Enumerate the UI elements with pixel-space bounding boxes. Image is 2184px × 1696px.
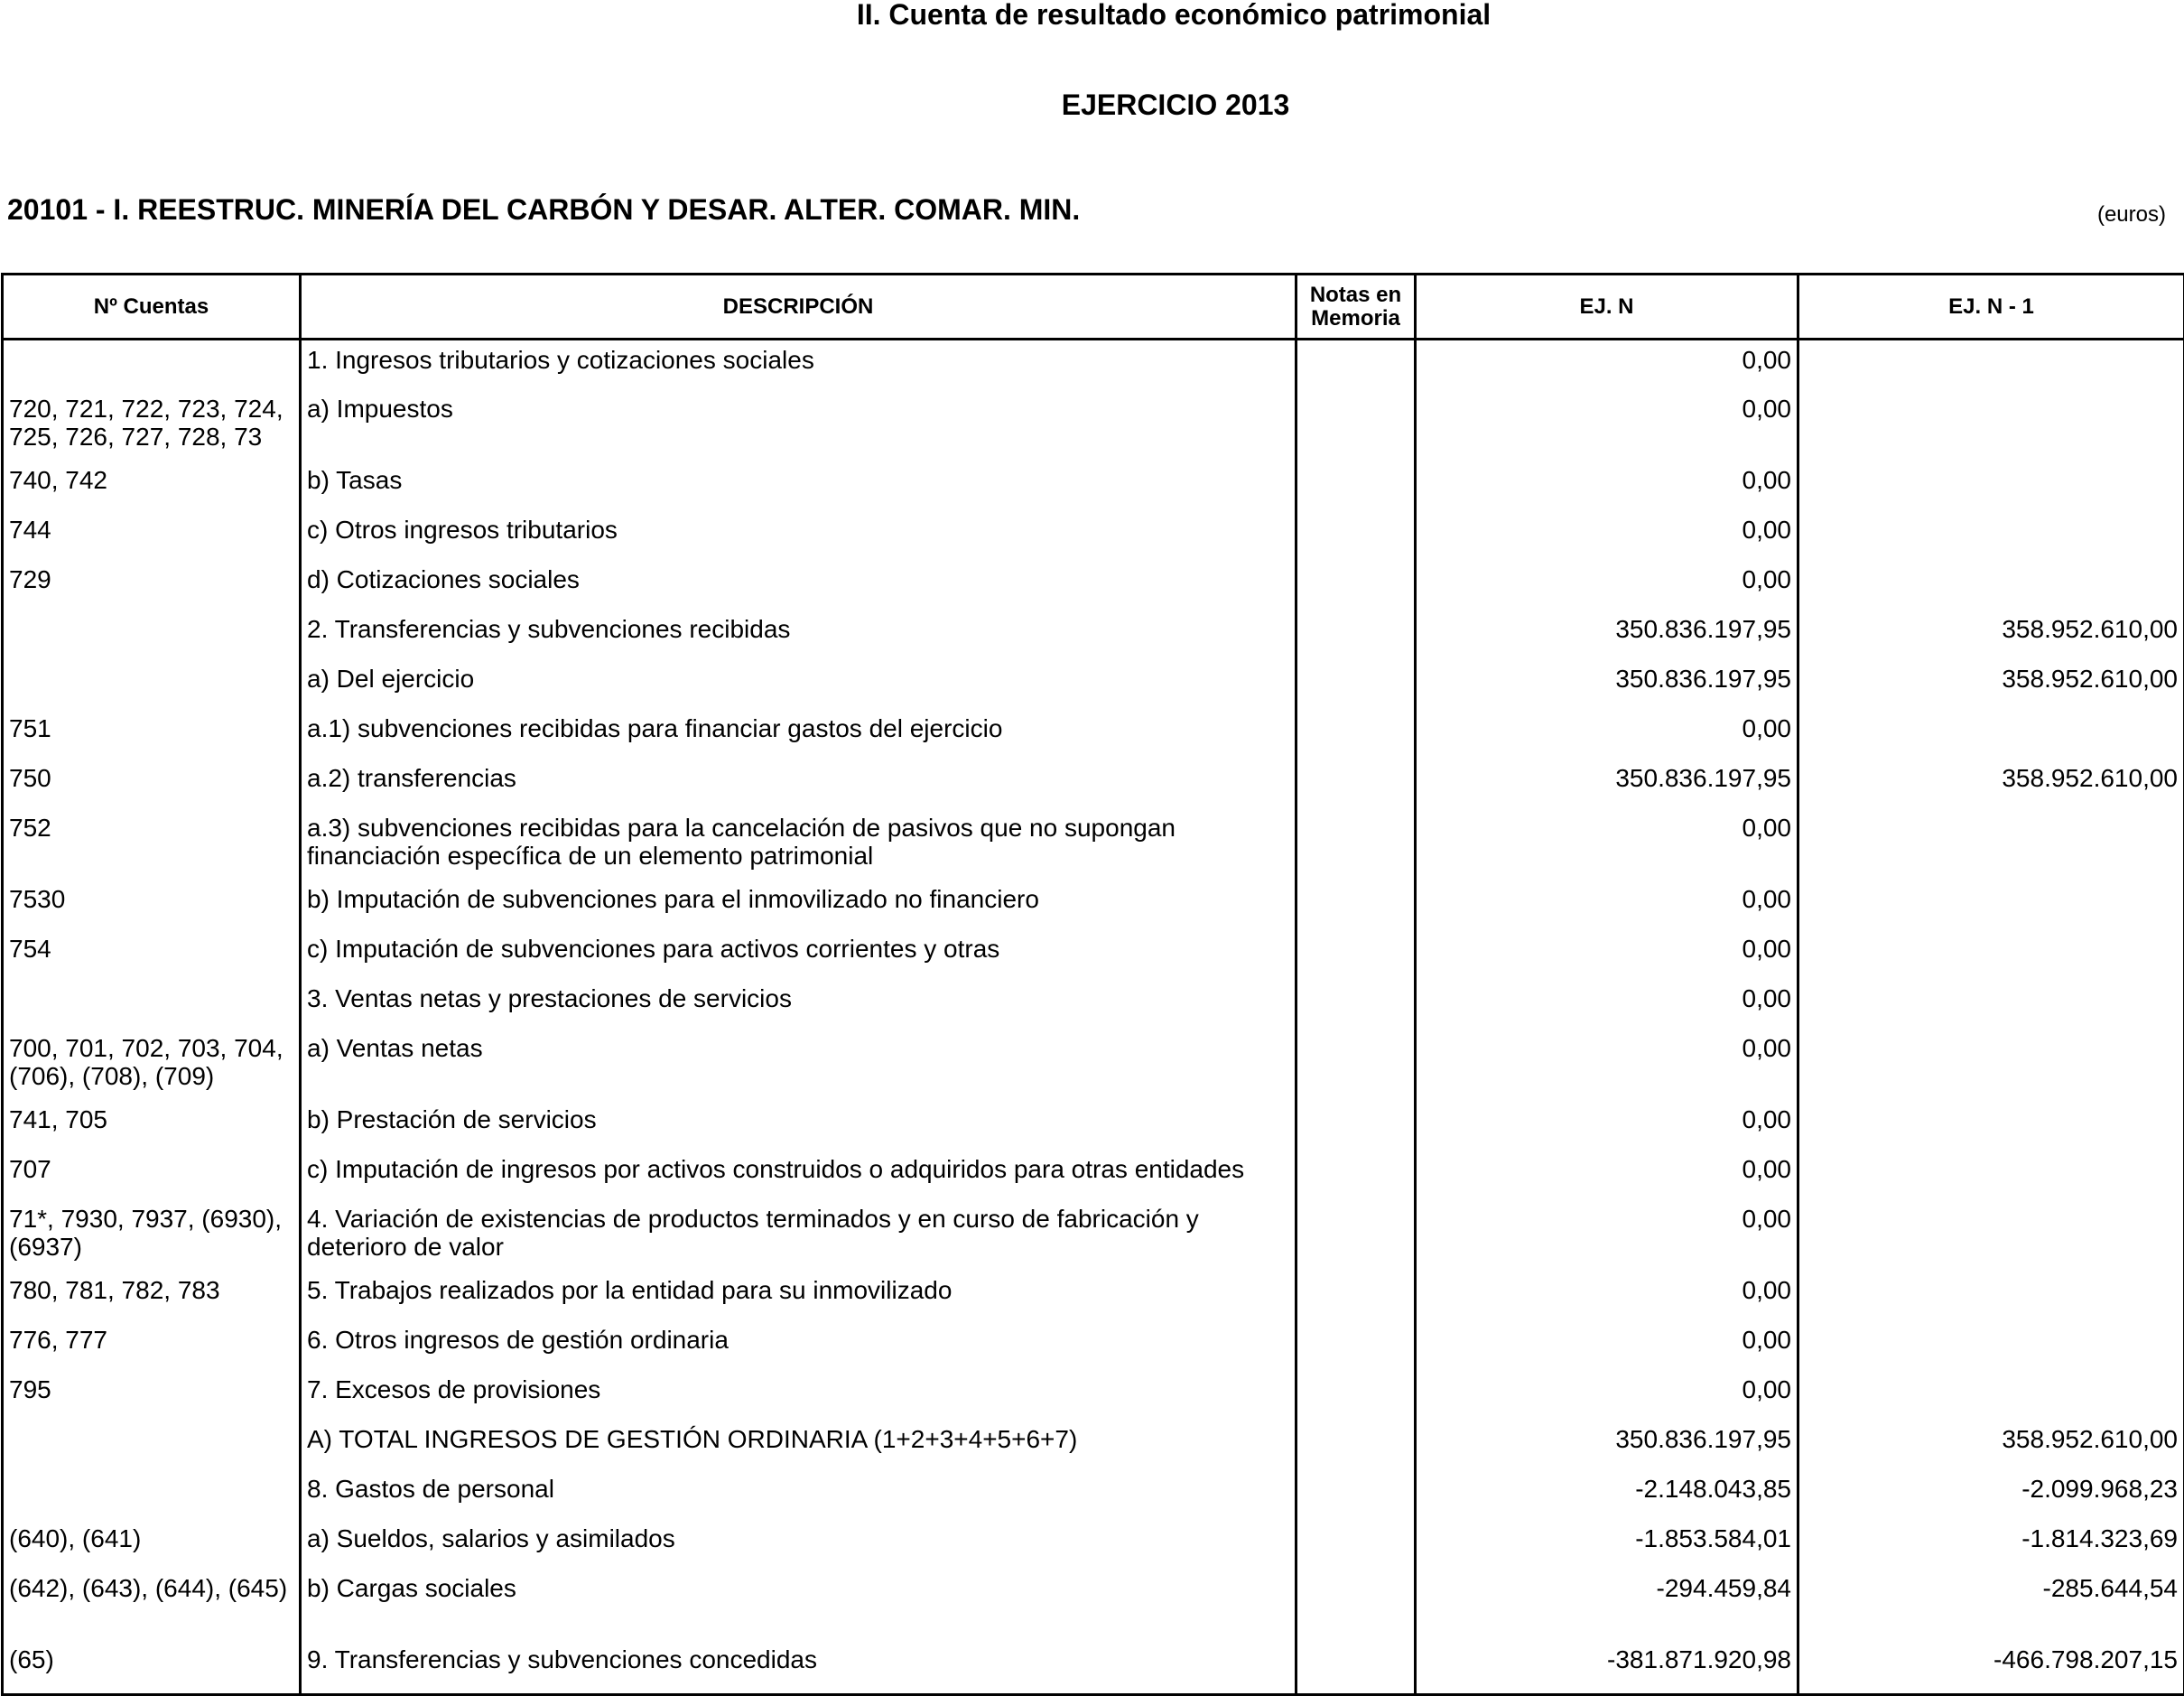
description-cell: b) Imputación de subvenciones para el inmovilizado no financiero bbox=[301, 885, 1296, 935]
table-row bbox=[3, 714, 2184, 764]
notes-cell bbox=[1296, 984, 1416, 1034]
account-cell: (640), (641) bbox=[3, 1524, 301, 1574]
column-header-accounts: Nº Cuentas bbox=[3, 275, 301, 340]
year-n-cell: 0,00 bbox=[1416, 1276, 1798, 1326]
description-cell: 3. Ventas netas y prestaciones de servicios bbox=[301, 984, 1296, 1034]
year-n-1-cell: -2.099.968,23 bbox=[1798, 1475, 2184, 1524]
description-cell: a) Sueldos, salarios y asimilados bbox=[301, 1524, 1296, 1574]
account-cell: 780, 781, 782, 783 bbox=[3, 1276, 301, 1326]
account-cell bbox=[3, 665, 301, 714]
description-cell: 4. Variación de existencias de productos terminados y en curso de fabricación y deterioro de valor bbox=[301, 1205, 1296, 1276]
notes-cell bbox=[1296, 1276, 1416, 1326]
description-cell: c) Imputación de ingresos por activos construidos o adquiridos para otras entidades bbox=[301, 1155, 1296, 1205]
notes-cell bbox=[1296, 814, 1416, 885]
table-row bbox=[3, 814, 2184, 885]
account-cell bbox=[3, 984, 301, 1034]
description-cell: a) Ventas netas bbox=[301, 1034, 1296, 1105]
year-n-cell: 0,00 bbox=[1416, 516, 1798, 565]
description-cell: a) Del ejercicio bbox=[301, 665, 1296, 714]
year-n-cell: 0,00 bbox=[1416, 340, 1798, 395]
description-cell: a.1) subvenciones recibidas para financiar gastos del ejercicio bbox=[301, 714, 1296, 764]
account-cell: (642), (643), (644), (645) bbox=[3, 1574, 301, 1645]
account-cell: 700, 701, 702, 703, 704, (706), (708), (709) bbox=[3, 1034, 301, 1105]
table-row bbox=[3, 1205, 2184, 1276]
notes-cell bbox=[1296, 466, 1416, 516]
table-row bbox=[3, 1425, 2184, 1475]
notes-cell bbox=[1296, 714, 1416, 764]
page-title: II. Cuenta de resultado económico patrimonial bbox=[0, 0, 2184, 29]
year-n-1-cell bbox=[1798, 565, 2184, 615]
notes-cell bbox=[1296, 1326, 1416, 1375]
year-n-1-cell: -1.814.323,69 bbox=[1798, 1524, 2184, 1574]
year-n-cell: 0,00 bbox=[1416, 714, 1798, 764]
notes-cell bbox=[1296, 516, 1416, 565]
table-row bbox=[3, 1645, 2184, 1695]
column-header-notes bbox=[1296, 275, 1416, 340]
account-cell bbox=[3, 1475, 301, 1524]
year-n-1-cell: -466.798.207,15 bbox=[1798, 1645, 2184, 1695]
year-n-cell: 350.836.197,95 bbox=[1416, 665, 1798, 714]
column-header-year-n: EJ. N bbox=[1416, 275, 1798, 340]
column-header-description: DESCRIPCIÓN bbox=[301, 275, 1296, 340]
table-row bbox=[3, 1034, 2184, 1105]
table-row bbox=[3, 885, 2184, 935]
table-row bbox=[3, 466, 2184, 516]
description-cell: 1. Ingresos tributarios y cotizaciones sociales bbox=[301, 340, 1296, 395]
year-n-cell: -381.871.920,98 bbox=[1416, 1645, 1798, 1695]
table-row bbox=[3, 764, 2184, 814]
year-n-cell: 0,00 bbox=[1416, 1326, 1798, 1375]
year-n-cell: -294.459,84 bbox=[1416, 1574, 1798, 1645]
year-n-cell: 0,00 bbox=[1416, 1205, 1798, 1276]
account-cell: 744 bbox=[3, 516, 301, 565]
table-row bbox=[3, 1155, 2184, 1205]
table-row bbox=[3, 984, 2184, 1034]
table-body bbox=[3, 340, 2184, 1695]
year-n-cell: 0,00 bbox=[1416, 1155, 1798, 1205]
year-n-cell: 0,00 bbox=[1416, 565, 1798, 615]
entity-title: 20101 - I. REESTRUC. MINERÍA DEL CARBÓN Y DESAR. ALTER. COMAR. MIN. bbox=[7, 193, 1080, 226]
notes-cell bbox=[1296, 565, 1416, 615]
year-n-1-cell: -285.644,54 bbox=[1798, 1574, 2184, 1645]
notes-cell bbox=[1296, 665, 1416, 714]
table-row bbox=[3, 565, 2184, 615]
description-cell: 5. Trabajos realizados por la entidad para su inmovilizado bbox=[301, 1276, 1296, 1326]
notes-cell bbox=[1296, 1645, 1416, 1695]
table-header-row bbox=[3, 275, 2184, 340]
year-n-cell: 0,00 bbox=[1416, 395, 1798, 466]
account-cell: 720, 721, 722, 723, 724, 725, 726, 727, 728, 73 bbox=[3, 395, 301, 466]
table-row bbox=[3, 1276, 2184, 1326]
notes-cell bbox=[1296, 764, 1416, 814]
table-row bbox=[3, 1574, 2184, 1645]
year-n-cell: 0,00 bbox=[1416, 935, 1798, 984]
year-n-cell: 0,00 bbox=[1416, 814, 1798, 885]
year-n-cell: 350.836.197,95 bbox=[1416, 764, 1798, 814]
notes-cell bbox=[1296, 1574, 1416, 1645]
column-header-notes-label: Notas en Memoria bbox=[1306, 284, 1406, 331]
year-n-cell: 350.836.197,95 bbox=[1416, 615, 1798, 665]
account-cell: 751 bbox=[3, 714, 301, 764]
year-n-cell: 0,00 bbox=[1416, 984, 1798, 1034]
account-cell bbox=[3, 340, 301, 395]
year-n-1-cell bbox=[1798, 1276, 2184, 1326]
year-n-1-cell bbox=[1798, 1034, 2184, 1105]
table-row bbox=[3, 1105, 2184, 1155]
table-row bbox=[3, 935, 2184, 984]
notes-cell bbox=[1296, 1475, 1416, 1524]
year-n-1-cell: 358.952.610,00 bbox=[1798, 764, 2184, 814]
account-cell: 752 bbox=[3, 814, 301, 885]
year-n-1-cell bbox=[1798, 1105, 2184, 1155]
year-n-cell: -1.853.584,01 bbox=[1416, 1524, 1798, 1574]
account-cell: 750 bbox=[3, 764, 301, 814]
notes-cell bbox=[1296, 340, 1416, 395]
description-cell: a.3) subvenciones recibidas para la cancelación de pasivos que no supongan financiación específica de un elemento patrimonial bbox=[301, 814, 1296, 885]
notes-cell bbox=[1296, 1524, 1416, 1574]
table-row bbox=[3, 1524, 2184, 1574]
account-cell: 754 bbox=[3, 935, 301, 984]
year-n-1-cell bbox=[1798, 714, 2184, 764]
year-n-1-cell bbox=[1798, 1326, 2184, 1375]
description-cell: b) Cargas sociales bbox=[301, 1574, 1296, 1645]
description-cell: c) Imputación de subvenciones para activos corrientes y otras bbox=[301, 935, 1296, 984]
table-row bbox=[3, 1375, 2184, 1425]
year-n-1-cell bbox=[1798, 395, 2184, 466]
description-cell: 9. Transferencias y subvenciones concedidas bbox=[301, 1645, 1296, 1695]
year-n-1-cell bbox=[1798, 814, 2184, 885]
notes-cell bbox=[1296, 1205, 1416, 1276]
table-row bbox=[3, 516, 2184, 565]
year-n-cell: 0,00 bbox=[1416, 1034, 1798, 1105]
account-cell: 71*, 7930, 7937, (6930), (6937) bbox=[3, 1205, 301, 1276]
table-row bbox=[3, 340, 2184, 395]
year-n-1-cell: 358.952.610,00 bbox=[1798, 1425, 2184, 1475]
year-n-cell: 0,00 bbox=[1416, 466, 1798, 516]
year-n-1-cell bbox=[1798, 516, 2184, 565]
table-row bbox=[3, 1475, 2184, 1524]
account-cell: 729 bbox=[3, 565, 301, 615]
account-cell: 7530 bbox=[3, 885, 301, 935]
description-cell: A) TOTAL INGRESOS DE GESTIÓN ORDINARIA (1+2+3+4+5+6+7) bbox=[301, 1425, 1296, 1475]
year-n-1-cell bbox=[1798, 1155, 2184, 1205]
year-n-1-cell bbox=[1798, 1205, 2184, 1276]
description-cell: d) Cotizaciones sociales bbox=[301, 565, 1296, 615]
year-n-cell: 0,00 bbox=[1416, 885, 1798, 935]
year-n-1-cell: 358.952.610,00 bbox=[1798, 665, 2184, 714]
account-cell: 776, 777 bbox=[3, 1326, 301, 1375]
description-cell: b) Tasas bbox=[301, 466, 1296, 516]
description-cell: c) Otros ingresos tributarios bbox=[301, 516, 1296, 565]
account-cell bbox=[3, 615, 301, 665]
notes-cell bbox=[1296, 395, 1416, 466]
notes-cell bbox=[1296, 1034, 1416, 1105]
description-cell: 7. Excesos de provisiones bbox=[301, 1375, 1296, 1425]
account-cell: 741, 705 bbox=[3, 1105, 301, 1155]
account-cell: 707 bbox=[3, 1155, 301, 1205]
year-n-cell: 0,00 bbox=[1416, 1105, 1798, 1155]
account-cell bbox=[3, 1425, 301, 1475]
description-cell: a) Impuestos bbox=[301, 395, 1296, 466]
year-n-cell: 0,00 bbox=[1416, 1375, 1798, 1425]
description-cell: b) Prestación de servicios bbox=[301, 1105, 1296, 1155]
notes-cell bbox=[1296, 885, 1416, 935]
account-cell: (65) bbox=[3, 1645, 301, 1695]
table-row bbox=[3, 1326, 2184, 1375]
year-n-cell: -2.148.043,85 bbox=[1416, 1475, 1798, 1524]
year-n-1-cell bbox=[1798, 1375, 2184, 1425]
year-n-1-cell bbox=[1798, 984, 2184, 1034]
table-row bbox=[3, 395, 2184, 466]
table-row bbox=[3, 665, 2184, 714]
year-n-1-cell bbox=[1798, 885, 2184, 935]
description-cell: 6. Otros ingresos de gestión ordinaria bbox=[301, 1326, 1296, 1375]
account-cell: 795 bbox=[3, 1375, 301, 1425]
year-n-1-cell bbox=[1798, 340, 2184, 395]
year-n-1-cell bbox=[1798, 935, 2184, 984]
year-n-cell: 350.836.197,95 bbox=[1416, 1425, 1798, 1475]
year-n-1-cell bbox=[1798, 466, 2184, 516]
notes-cell bbox=[1296, 1375, 1416, 1425]
notes-cell bbox=[1296, 935, 1416, 984]
description-cell: a.2) transferencias bbox=[301, 764, 1296, 814]
result-table bbox=[1, 273, 2184, 1696]
notes-cell bbox=[1296, 1155, 1416, 1205]
column-header-year-n-1: EJ. N - 1 bbox=[1798, 275, 2184, 340]
description-cell: 8. Gastos de personal bbox=[301, 1475, 1296, 1524]
description-cell: 2. Transferencias y subvenciones recibidas bbox=[301, 615, 1296, 665]
notes-cell bbox=[1296, 1425, 1416, 1475]
exercise-title: EJERCICIO 2013 bbox=[0, 89, 2184, 121]
account-cell: 740, 742 bbox=[3, 466, 301, 516]
notes-cell bbox=[1296, 615, 1416, 665]
table-row bbox=[3, 615, 2184, 665]
currency-note: (euros) bbox=[2097, 202, 2166, 228]
year-n-1-cell: 358.952.610,00 bbox=[1798, 615, 2184, 665]
notes-cell bbox=[1296, 1105, 1416, 1155]
